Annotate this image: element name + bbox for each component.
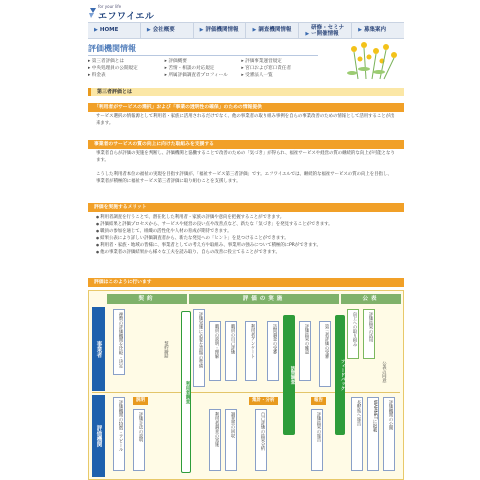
divider	[92, 392, 400, 393]
flow-box: 利用者調査の実施	[209, 409, 221, 471]
logo-icon[interactable]	[88, 7, 98, 19]
nav-company-label: 会社概要	[152, 27, 175, 33]
list-item: ● 職員の参加を通じて、組織の活性化や人材の育成が期待できます。	[96, 228, 396, 235]
sub-link[interactable]: ▸ 宮口および窓口責任者	[241, 66, 292, 71]
sub-header	[88, 39, 404, 81]
arrow-icon: ▶	[252, 27, 257, 33]
flow-box: WAMNETに掲載	[367, 397, 379, 471]
flow-box: 向上への取り組み	[347, 309, 359, 359]
section-bar-support: 事業者のサービスの質の向上に向けた取組みを支援する	[88, 140, 404, 149]
paragraph: 事業者自らが評価の実施を判断し、評価機関と協働することで改善のための「気づき」が得られ、福祉サービスや経営の質の継続的な向上が可能となります。	[96, 151, 395, 163]
nav-survey-label: 調査機関情報	[258, 27, 292, 33]
nav-evaluation[interactable]	[194, 23, 247, 38]
sub-link[interactable]: ▸ 評価事業運営規定	[241, 59, 282, 64]
flow-box: 評価結果の確認	[299, 321, 311, 381]
flow-box: 複数の評価機関を比較・決定	[113, 309, 125, 375]
row-label-business: 事業者	[92, 307, 105, 391]
nav-recruit[interactable]	[352, 23, 404, 38]
flow-box: 調査票の回収	[225, 409, 237, 471]
logo-text[interactable]: エフワイエル	[98, 12, 155, 22]
flowers-image	[324, 39, 404, 81]
arrow-icon: ▶	[94, 27, 98, 33]
divider	[88, 55, 318, 56]
col-head-contract: 契約	[107, 294, 187, 304]
sub-link[interactable]: ▸ 受審法人一覧	[241, 73, 273, 78]
nav-seminar[interactable]	[299, 23, 352, 38]
sub-link[interactable]: ▸ 所属評価調査者プロフィール	[164, 73, 228, 78]
nav-evaluation-label: 評価機関情報	[205, 27, 239, 33]
flow-box: 職員の説明・理解	[209, 321, 221, 381]
list-item: ● 他の事業者の評価結果から様々な工夫を読み取り、自らの改善に役立てることができます。	[96, 249, 396, 256]
site-header	[0, 0, 480, 22]
section-bar-info: 「利用者がサービスの選択」および「事業の透明性の確保」のための情報提供	[88, 103, 404, 112]
logo-tagline: for your life	[98, 4, 122, 9]
arrow-icon: ▶	[305, 30, 310, 37]
flow-box: 自己評価の結果分析	[255, 409, 267, 471]
flow-text: 公表の同意	[381, 361, 387, 383]
flow-box: 評価機関の公開	[383, 397, 395, 471]
sub-link[interactable]: ▸ 中央処理員の公開規定	[88, 66, 138, 71]
col-head-evaluation: 評価の実施	[189, 294, 339, 304]
sub-link[interactable]: ▸ 苦情・相談の対応規定	[164, 66, 215, 71]
arrow-icon: ▶	[358, 27, 362, 33]
row-label-agency: 評価機関	[92, 395, 105, 477]
sub-link[interactable]: ▸ 第三者評価とは	[88, 59, 124, 64]
nav-seminar-label: 研修・セミナー開催情報	[311, 24, 345, 37]
flow-box: 第三者評価の受審	[319, 321, 331, 387]
flow-box: 訪問調査の受審	[267, 321, 279, 381]
nav-company[interactable]	[141, 23, 194, 38]
flow-text: 契約締結	[163, 341, 169, 359]
nav-recruit-label: 募集案内	[364, 27, 387, 33]
list-item: ● 利用者・家族・地域の皆様に、事業者としての考え方や取組み、事業所の強みについて積極的にPRができます。	[96, 242, 396, 249]
page-title: 評価機関情報	[88, 44, 136, 53]
paragraph: こうした利用者本位の福祉の実現を目指す評価が、「福祉サービス第三者評価」です。エフワイエルでは、継続的な福祉サービスの質の向上を目指し、事業者が積極的に福祉サービス第三者評価に取り組むことを支援します。	[96, 172, 392, 184]
section-bar-merit: 評価を実施するメリット	[88, 203, 404, 212]
flow-box: 評価手法の説明	[133, 409, 145, 471]
arrow-icon: ▶	[146, 27, 151, 33]
section-title: 第三者評価とは	[88, 88, 404, 96]
merit-list	[96, 214, 396, 256]
tag-analysis: 集計・分析	[249, 397, 278, 405]
paragraph: サービス選択の情報源として利用者・家族に活用されるだけでなく、他の事業者の取り組み事例を自らの事業改善のための情報として活用することが出来ます。	[96, 114, 395, 126]
flow-box: 評価結果の活用	[363, 309, 375, 359]
flow-box: 長野県へ報告	[351, 397, 363, 471]
flow-box: 評価実施に必要な書類の準備	[193, 309, 205, 387]
tag-report: 報告	[311, 397, 326, 405]
nav-survey[interactable]	[246, 23, 299, 38]
flow-box: 利用者アンケート	[245, 321, 257, 381]
list-item: ● 利用者調査を行うことで、潜在化した利用者・家族の評価や意向を把握することができます。	[96, 214, 396, 221]
tag-explain: 説明	[133, 397, 148, 405]
sub-links	[88, 58, 318, 78]
flow-box: 評価機関の特徴・アピール	[113, 397, 125, 471]
pill-survey: 利用者調査	[181, 311, 191, 473]
list-item: ● 結果公表により詳しい評価調査者から、新たな発見への「ヒント」を見つけることができます。	[96, 235, 396, 242]
nav-home-label: HOME	[99, 27, 119, 33]
process-diagram	[88, 290, 404, 480]
arrow-icon: ▶	[199, 27, 204, 33]
list-item: ● 評価結果と評価プロセスから、サービスや経営の良い点や改善点など、新たな「気づき」を発見することができます。	[96, 221, 396, 228]
nav-home[interactable]	[88, 23, 141, 38]
main-nav	[88, 22, 404, 39]
flow-box: 職員の自己評価	[225, 321, 237, 381]
sub-link[interactable]: ▸ 評価概要	[164, 59, 187, 64]
sub-link[interactable]: ▸ 料金表	[88, 73, 106, 78]
pill-feedback: フィードバック	[335, 315, 345, 435]
section-bar-process: 評価はこのように行います	[88, 278, 404, 287]
col-head-publish: 公表	[341, 294, 401, 304]
pill-visit: 訪問調査	[283, 315, 295, 435]
flow-box: 評価結果の報告	[311, 409, 323, 471]
